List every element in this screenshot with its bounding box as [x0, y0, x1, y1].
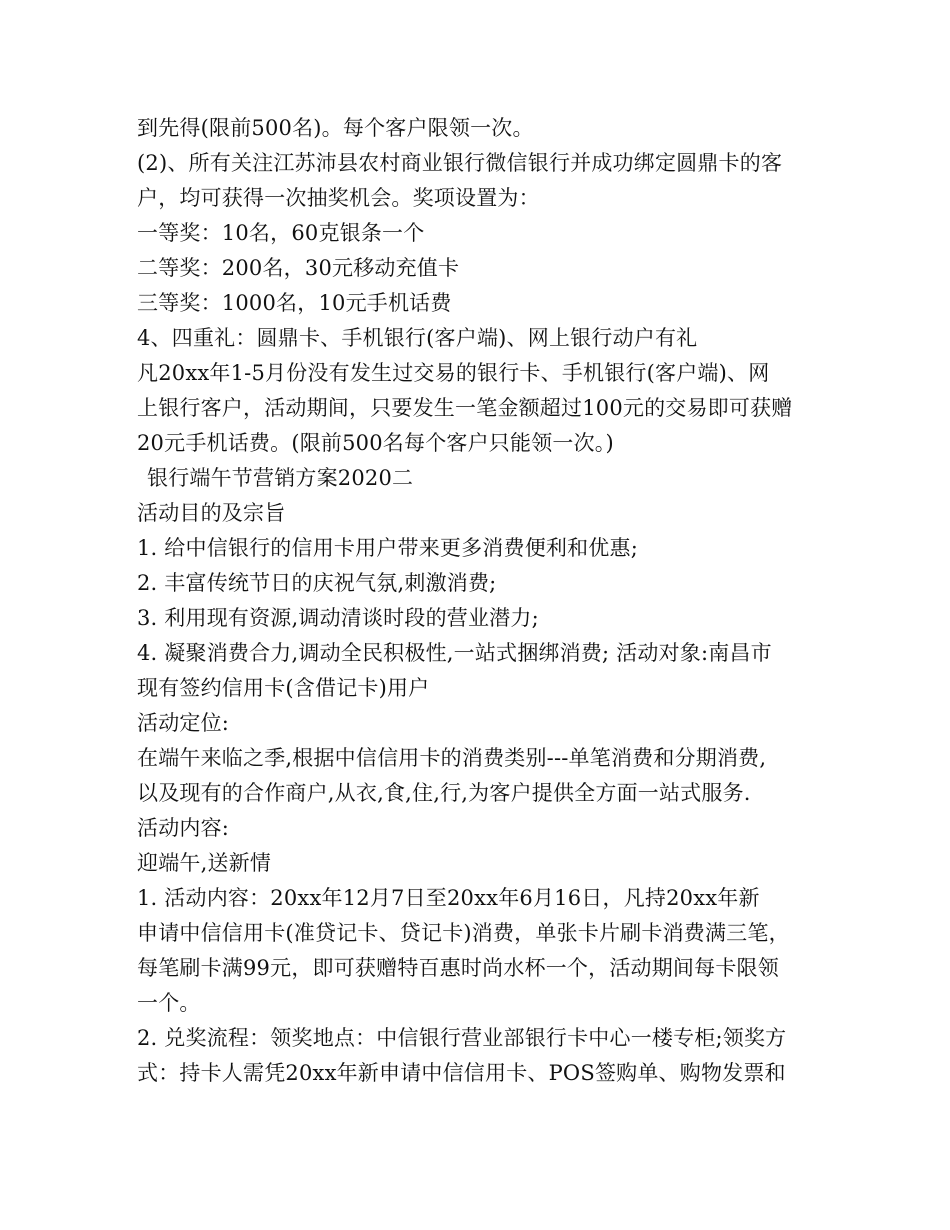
text-line: 4. 凝聚消费合力,调动全民积极性,一站式捆绑消费; 活动对象:南昌市 — [137, 641, 772, 665]
text-line: 一个。 — [137, 991, 201, 1015]
text-line: 上银行客户，活动期间，只要发生一笔金额超过100元的交易即可获赠 — [137, 396, 793, 420]
text-line: 到先得(限前500名)。每个客户限领一次。 — [137, 116, 534, 140]
text-line: 凡20xx年1-5月份没有发生过交易的银行卡、手机银行(客户端)、网 — [137, 361, 770, 385]
document-body — [137, 111, 813, 1091]
text-line: 1. 活动内容：20xx年12月7日至20xx年6月16日，凡持20xx年新 — [137, 886, 760, 910]
text-line: 20元手机话费。(限前500名每个客户只能领一次。) — [137, 431, 614, 455]
text-line: 迎端午,送新情 — [137, 851, 272, 875]
text-line: 每笔刷卡满99元，即可获赠特百惠时尚水杯一个，活动期间每卡限领 — [137, 956, 779, 980]
text-line: 二等奖：200名，30元移动充值卡 — [137, 256, 460, 280]
text-line: (2)、所有关注江苏沛县农村商业银行微信银行并成功绑定圆鼎卡的客 — [137, 151, 783, 175]
text-line: 4、四重礼：圆鼎卡、手机银行(客户端)、网上银行动户有礼 — [137, 326, 698, 350]
text-line: 三等奖：1000名，10元手机话费 — [137, 291, 452, 315]
text-line: 户，均可获得一次抽奖机会。奖项设置为： — [137, 186, 540, 210]
text-line: 活动目的及宗旨 — [137, 501, 286, 525]
text-line: 式：持卡人需凭20xx年新申请中信信用卡、POS签购单、购物发票和 — [137, 1061, 786, 1085]
text-line: 现有签约信用卡(含借记卡)用户 — [137, 676, 430, 700]
text-line: 以及现有的合作商户,从衣,食,住,行,为客户提供全方面一站式服务. — [137, 781, 751, 805]
text-line: 申请中信信用卡(准贷记卡、贷记卡)消费，单张卡片刷卡消费满三笔， — [137, 921, 790, 945]
text-line: 一等奖：10名，60克银条一个 — [137, 221, 425, 245]
text-line: 活动定位: — [137, 711, 230, 735]
text-line: 在端午来临之季,根据中信信用卡的消费类别---单笔消费和分期消费, — [137, 746, 767, 770]
text-line: 2. 丰富传统节日的庆祝气氛,刺激消费; — [137, 571, 497, 595]
text-line: 1. 给中信银行的信用卡用户带来更多消费便利和优惠; — [137, 536, 638, 560]
text-line: 活动内容: — [137, 816, 230, 840]
section-heading: 银行端午节营销方案2020二 — [147, 466, 414, 490]
text-line: 2. 兑奖流程：领奖地点：中信银行营业部银行卡中心一楼专柜;领奖方 — [137, 1026, 787, 1050]
text-line: 3. 利用现有资源,调动清谈时段的营业潜力; — [137, 606, 539, 630]
